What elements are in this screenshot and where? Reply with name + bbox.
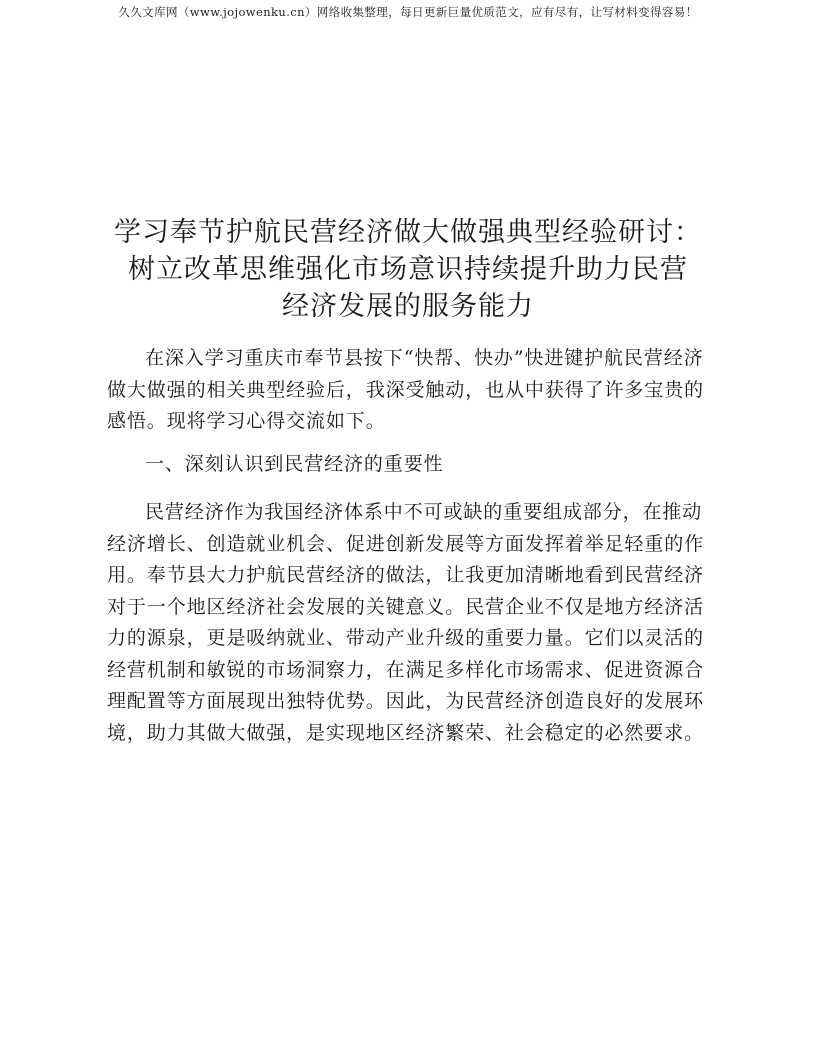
section-1-heading: 一、深刻认识到民营经济的重要性 xyxy=(145,453,444,475)
intro-paragraph: 在深入学习重庆市奉节县按下“快帮、快办”快进键护航民营经济做大做强的相关典型经验后，我深受触动，也从中获得了许多宝贵的感悟。现将学习心得交流如下。 xyxy=(107,347,705,432)
title-line: 经济发展的服务能力 xyxy=(282,291,534,322)
section-1-body-block xyxy=(107,497,719,749)
intro-section xyxy=(107,343,719,438)
section-1-paragraph: 民营经济作为我国经济体系中不可或缺的重要组成部分，在推动经济增长、创造就业机会、促进创新发展等方面发挥着举足轻重的作用。奉节县大力护航民营经济的做法，让我更加清晰地看到民营经济对于一个地区经济社会发展的关键意义。民营企业不仅是地方经济活力的源泉，更是吸纳就业、带动产业升级的重要力量。它们以灵活的经营机制和敏锐的市场洞察力，在满足多样化市场需求、促进资源合理配置等方面展现出独特优势。因此，为民营经济创造良好的发展环境，助力其做大做强，是实现地区经济繁荣、社会稳定的必然要求。 xyxy=(107,501,705,744)
document-title xyxy=(90,214,726,325)
page-header-banner: 久久文库网（www.jojowenku.cn）网络收集整理，每日更新巨量优质范文，应有尽有，让写材料变得容易！ xyxy=(118,5,698,19)
title-line: 树立改革思维强化市场意识持续提升助力民营 xyxy=(128,254,688,285)
title-line: 学习奉节护航民营经济做大做强典型经验研讨： xyxy=(114,217,702,248)
section-1-heading-block xyxy=(107,449,719,481)
